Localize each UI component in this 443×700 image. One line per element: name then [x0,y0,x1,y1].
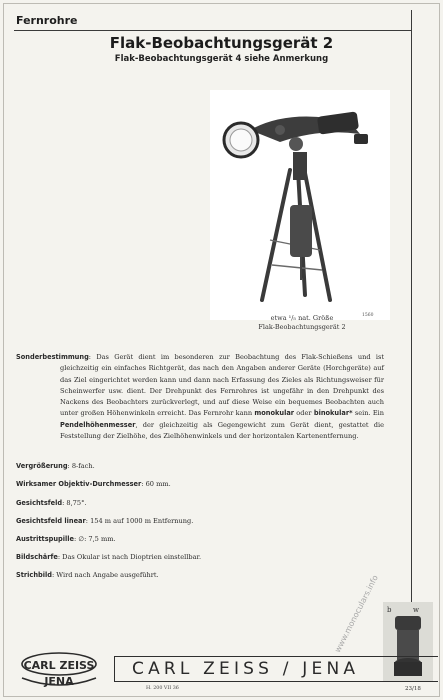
spec-exit-pupil [16,534,384,545]
figure-caption [232,314,372,332]
description-seg-1: monokular [254,409,295,418]
page-subtitle: Flak-Beobachtungsgerät 4 siehe Anmerkung [114,54,329,64]
logo-line-2: JENA [44,675,74,688]
logo-line-1: CARL ZEISS [23,659,95,672]
spec-sharpness [16,552,384,563]
spec-label: Bildschärfe [16,553,58,562]
spec-value: : 8,75°. [62,498,87,507]
description-seg-4: sein. Ein [352,409,385,418]
spec-label: Strichbild [16,571,52,580]
carl-zeiss-logo [16,650,102,694]
spec-label: Austrittspupille [16,535,75,544]
svg-text:w: w [413,606,419,614]
spec-field-of-view [16,498,384,509]
caption-line-2: Flak-Beobachtungsgerät 2 [258,323,346,331]
description-seg-0: : Das Gerät dient im besonderen zur Beobachtung des Flak-Schießens und ist gleichzeitig ein einfaches Richtgerät, das nach den Angaben anderer Geräte (Horchgeräte) auf das Ziel eingerichtet werden kann und dann nach Erfassung des Zieles als Richtungsweiser für Scheinwerfer usw. dient. Der Drehpunkt des Fernrohres ist ungefähr in den Drehpunkt des Nackens des Beobachters zurückverlegt, und auf diese Weise ein bequemes Beobachten auch unter großen Höhenwinkeln erreicht. Das Fernrohr kann [60,353,384,418]
brand-name: CARL ZEISS / JENA [132,659,360,679]
spec-label: Wirksamer Objektiv-Durchmesser [16,480,142,489]
svg-text:b: b [387,606,392,614]
spec-reticle [16,570,384,581]
plate-number: 1560 [362,313,374,318]
product-photo [210,90,390,320]
frame-top-rule [14,30,412,31]
spec-magnification [16,461,384,472]
spec-objective-diameter [16,479,384,490]
description-label: Sonderbestimmung [16,353,89,361]
watermark: www.monoculars.info [333,573,380,655]
page-title: Flak-Beobachtungsgerät 2 [109,34,334,52]
page-reference: 23/18 [405,686,421,692]
caption-line-1: etwa ¹/₅ nat. Größe [270,314,334,322]
description-seg-6: , der gleichzeitig als Gegengewicht zum Gerät dient, gestattet die Feststellung der Zielhöhe, des Zielhöhenwinkels und der horizontalen Kartenentfernung. [60,420,384,441]
spec-value: : 60 mm. [141,480,171,489]
spec-value: : Wird nach Angabe ausgeführt. [51,571,159,580]
description-seg-3: binokular* [313,409,353,418]
spec-linear-field [16,516,384,527]
print-code: H. 200 VII 36 [146,686,179,691]
reflector-mirror [224,123,258,157]
eyepiece [354,134,368,144]
pendulum-altimeter [290,205,312,257]
description-seg-5: Pendelhöhenmesser [60,420,136,429]
section-label: Fernrohre [16,14,78,27]
spec-value: : ∅: 7,5 mm. [74,535,116,544]
spec-value: : 154 m auf 1000 m Entfernung. [85,516,194,525]
description-body [16,352,384,582]
spec-label: Vergrößerung [16,462,68,471]
description-seg-2: oder [294,409,314,418]
spec-value: : Das Okular ist nach Dioptrien einstellbar. [57,553,202,562]
spec-value: : 8-fach. [67,462,95,471]
description-paragraph [16,352,384,442]
spec-label: Gesichtsfeld linear [16,516,86,525]
frame-right-rule [411,10,412,652]
spec-label: Gesichtsfeld [16,498,63,507]
